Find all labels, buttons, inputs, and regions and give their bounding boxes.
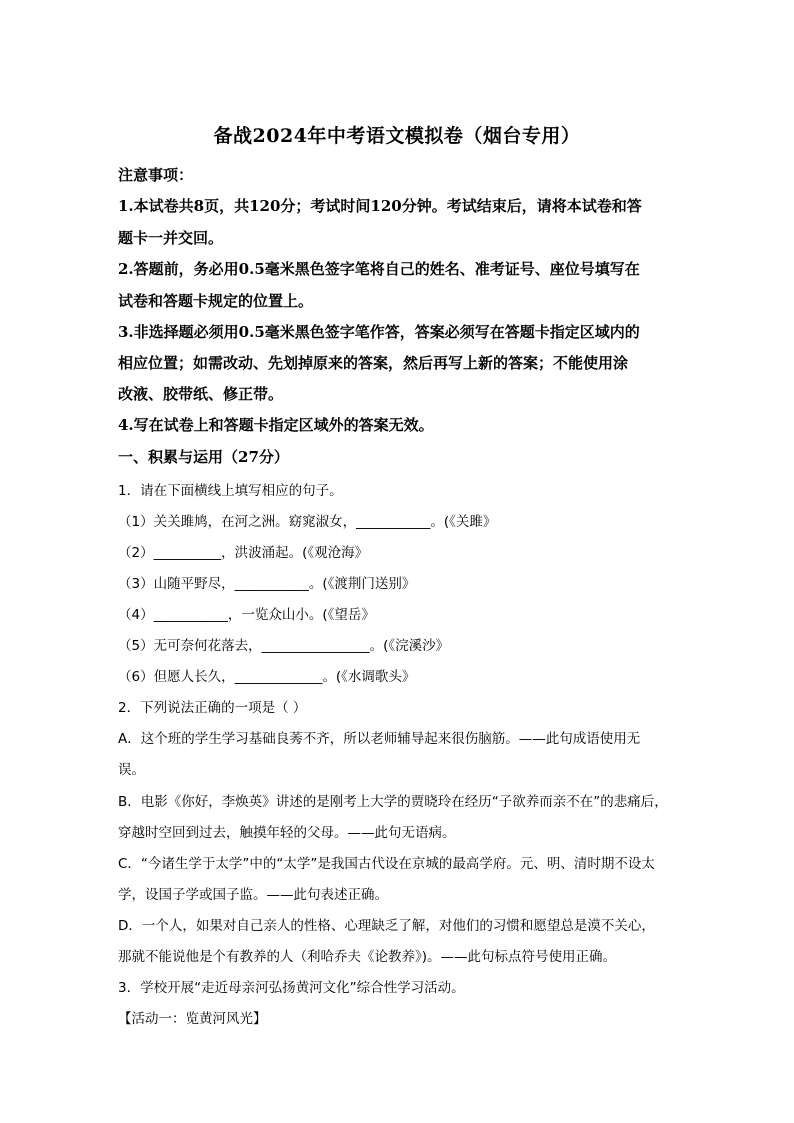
option-d: D．一个人，如果对自己亲人的性格、心理缺乏了解，对他们的习惯和愿望总是漠不关心， xyxy=(118,918,655,934)
notice-heading: 注意事项： xyxy=(118,166,194,184)
question-1-stem: 1．请在下面横线上填写相应的句子。 xyxy=(118,483,343,499)
notice-line: 3.非选择题必须用0.5毫米黑色签字笔作答，答案必须写在答题卡指定区域内的 xyxy=(118,323,640,341)
question-2-stem: 2．下列说法正确的一项是（ ） xyxy=(118,700,307,716)
question-1-item: （1）关关雎鸠，在河之洲。窈窕淑女，___________。(《关雎》 xyxy=(118,514,497,530)
option-b: B．电影《你好，李焕英》讲述的是刚考上大学的贾晓玲在经历“子欲养而亲不在”的悲痛后， xyxy=(118,794,668,810)
activity-heading: 【活动一：览黄河风光】 xyxy=(118,1011,267,1027)
notice-line: 1.本试卷共8页，共120分；考试时间120分钟。考试结束后，请将本试卷和答 xyxy=(118,197,642,215)
option-a: A．这个班的学生学习基础良莠不齐，所以老师辅导起来很伤脑筋。——此句成语使用无 xyxy=(118,731,641,747)
option-a-cont: 误。 xyxy=(118,762,145,778)
option-c-cont: 学，设国子学或国子监。——此句表述正确。 xyxy=(118,887,388,903)
option-b-cont: 穿越时空回到过去，触摸年轻的父母。——此句无语病。 xyxy=(118,825,456,841)
section-heading: 一、积累与运用（27分） xyxy=(118,448,289,466)
notice-line: 试卷和答题卡规定的位置上。 xyxy=(118,292,314,310)
question-1-item: （4）___________，一览众山小。(《望岳》 xyxy=(118,607,375,623)
exam-title: 备战2024年中考语文模拟卷（烟台专用） xyxy=(213,125,581,147)
question-1-item: （2）__________，洪波涌起。(《观沧海》 xyxy=(118,545,369,561)
notice-line: 2.答题前，务必用0.5毫米黑色签字笔将自己的姓名、准考证号、座位号填写在 xyxy=(118,260,640,278)
notice-line: 改液、胶带纸、修正带。 xyxy=(118,385,284,403)
notice-line: 相应位置；如需改动、先划掉原来的答案，然后再写上新的答案；不能使用涂 xyxy=(118,354,629,372)
question-1-item: （5）无可奈何花落去，________________。(《浣溪沙》 xyxy=(118,638,450,654)
option-d-cont: 那就不能说他是个有教养的人（利哈乔夫《论教养》)。——此句标点符号使用正确。 xyxy=(118,949,617,965)
notice-line: 4.写在试卷上和答题卡指定区域外的答案无效。 xyxy=(118,416,434,434)
question-3-stem: 3．学校开展“走近母亲河弘扬黄河文化”综合性学习活动。 xyxy=(118,980,465,996)
question-1-item: （3）山随平野尽，___________。(《渡荆门送别》 xyxy=(118,576,416,592)
option-c: C．“今诸生学于太学”中的“太学”是我国古代设在京城的最高学府。元、明、清时期不设太 xyxy=(118,856,655,872)
question-1-item: （6）但愿人长久，_____________。(《水调歌头》 xyxy=(118,669,416,685)
notice-line: 题卡一并交回。 xyxy=(118,229,224,247)
